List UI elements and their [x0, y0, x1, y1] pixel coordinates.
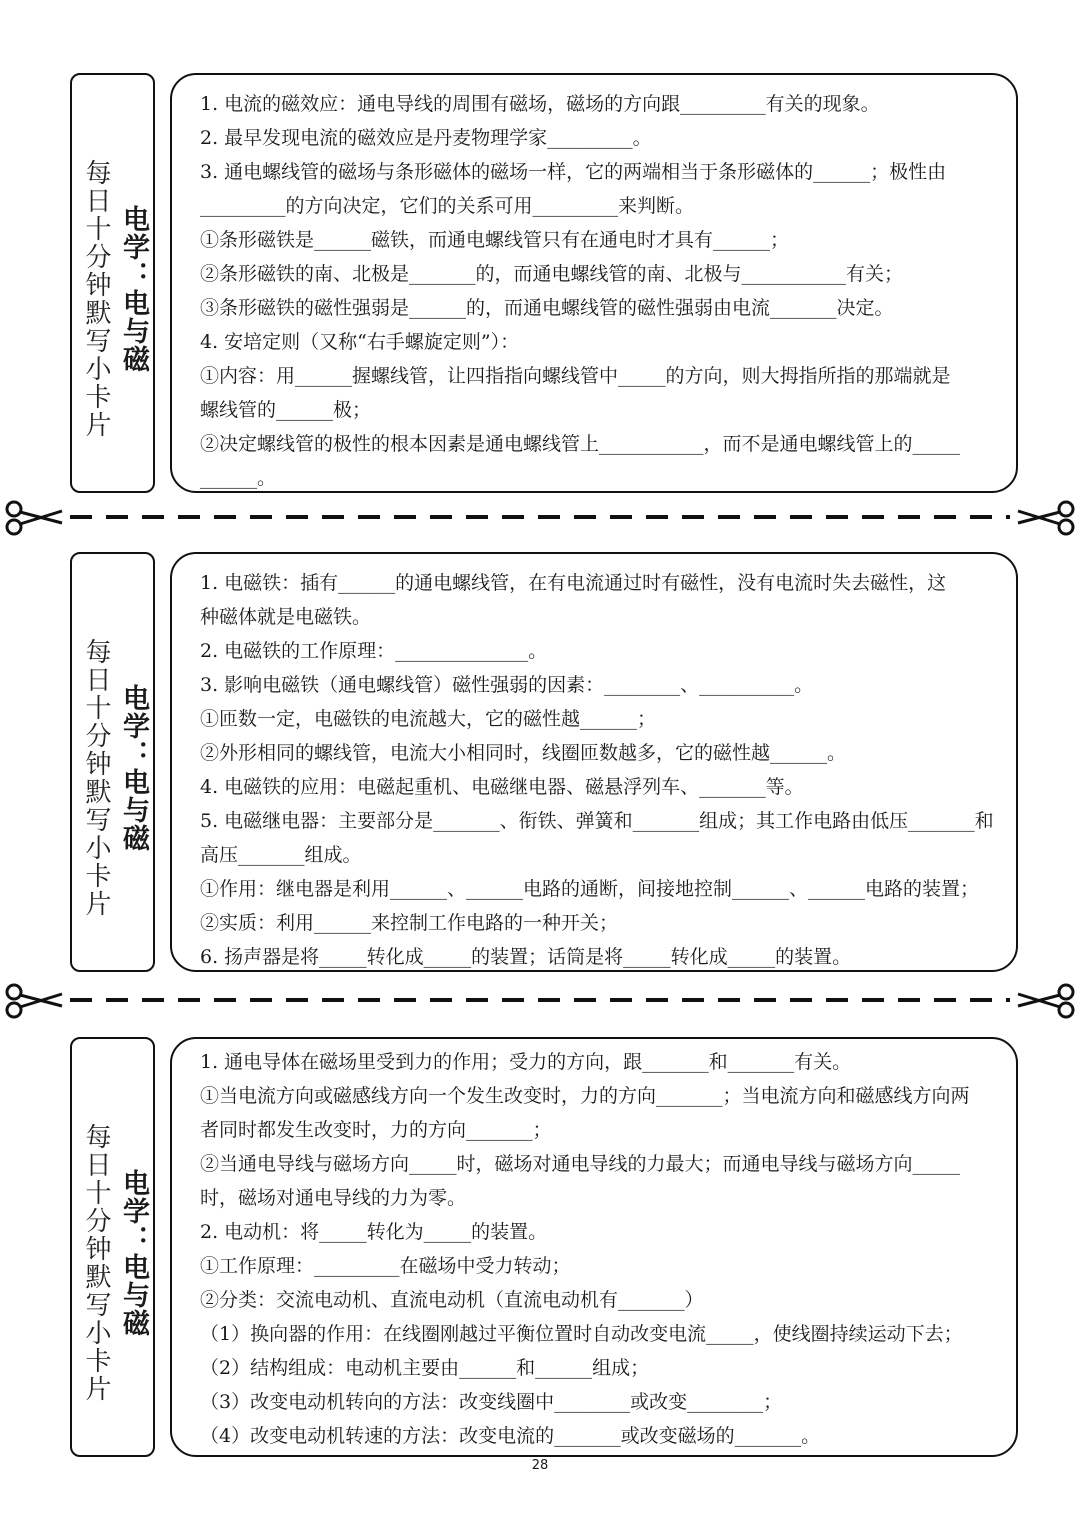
- card-3-line: 者同时都发生改变时，力的方向_______；: [200, 1119, 552, 1141]
- cut-line-2: [0, 980, 1080, 1020]
- card-1-line: 螺线管的______极；: [200, 399, 372, 421]
- scissors-icon: [7, 502, 62, 534]
- card-2-line: ①匝数一定，电磁铁的电流越大，它的磁性越______；: [200, 708, 657, 730]
- card-1-line: 3. 通电螺线管的磁场与条形磁体的磁场一样，它的两端相当于条形磁体的______；极性由: [200, 161, 947, 183]
- card-1-line: ______。: [200, 467, 277, 489]
- card-3-topic-title: 电学：电与磁: [118, 1169, 149, 1337]
- card-2-label: [70, 552, 155, 972]
- card-2-line: ②外形相同的螺线管，电流大小相同时，线圈匝数越多，它的磁性越______。: [200, 742, 847, 764]
- card-1-line: 2. 最早发现电流的磁效应是丹麦物理学家_________。: [200, 127, 652, 149]
- card-3-line: （4）改变电动机转速的方法：改变电流的_______或改变磁场的_______。: [200, 1425, 821, 1447]
- card-3-content: [170, 1037, 1018, 1457]
- card-2-topic-title: 电学：电与磁: [118, 684, 149, 852]
- card-2-line: ①作用：继电器是利用______、______电路的通断，间接地控制______、______电路的装置；: [200, 878, 980, 900]
- cut-line-1: [0, 497, 1080, 537]
- card-1-series-title: 每日十分钟默写小卡片: [81, 159, 111, 439]
- scissors-icon: [1018, 502, 1073, 534]
- card-2-content: [170, 552, 1018, 972]
- card-3-line: （3）改变电动机转向的方法：改变线圈中________或改变________；: [200, 1391, 783, 1413]
- card-1-label: [70, 73, 155, 493]
- card-1-content: [170, 73, 1018, 493]
- card-1-line: _________的方向决定，它们的关系可用_________来判断。: [200, 195, 695, 217]
- page-number: 28: [531, 1458, 549, 1473]
- card-2-line: 6. 扬声器是将_____转化成_____的装置；话筒是将_____转化成_____的装置。: [200, 946, 852, 968]
- card-1-line: ②决定螺线管的极性的根本因素是通电螺线管上___________，而不是通电螺线管上的_____: [200, 433, 961, 455]
- card-1-line: ②条形磁铁的南、北极是_______的，而通电螺线管的南、北极与___________有关；: [200, 263, 904, 285]
- card-2-series-title: 每日十分钟默写小卡片: [81, 638, 111, 918]
- scissors-icon: [1018, 985, 1073, 1017]
- card-1-line: ①内容：用______握螺线管，让四指指向螺线管中_____的方向，则大拇指所指的那端就是: [200, 365, 951, 387]
- card-1-line: ③条形磁铁的磁性强弱是______的，而通电螺线管的磁性强弱由电流_______决定。: [200, 297, 894, 319]
- card-2-line: 高压_______组成。: [200, 844, 362, 866]
- card-2-line: 5. 电磁继电器：主要部分是_______、衔铁、弹簧和_______组成；其工作电路由低压_______和: [200, 810, 994, 832]
- card-2-line: 1. 电磁铁：插有______的通电螺线管，在有电流通过时有磁性，没有电流时失去磁性，这: [200, 572, 947, 594]
- card-3-line: （1）换向器的作用：在线圈刚越过平衡位置时自动改变电流_____，使线圈持续运动下去；: [200, 1323, 963, 1345]
- card-3-label: [70, 1037, 155, 1457]
- card-1-line: ①条形磁铁是______磁铁，而通电螺线管只有在通电时才具有______；: [200, 229, 790, 251]
- card-1-line: 4. 安培定则（又称“右手螺旋定则”）：: [200, 331, 520, 353]
- card-2-line: 4. 电磁铁的应用：电磁起重机、电磁继电器、磁悬浮列车、_______等。: [200, 776, 804, 798]
- card-3-line: 2. 电动机：将_____转化为_____的装置。: [200, 1221, 548, 1243]
- card-2-line: 种磁体就是电磁铁。: [200, 606, 372, 628]
- card-3-line: 1. 通电导体在磁场里受到力的作用；受力的方向，跟_______和_______有关。: [200, 1051, 852, 1073]
- card-3-line: ②分类：交流电动机、直流电动机（直流电动机有_______）: [200, 1289, 704, 1311]
- card-3-line: ②当通电导线与磁场方向_____时，磁场对通电导线的力最大；而通电导线与磁场方向_____: [200, 1153, 961, 1175]
- card-3-line: （2）结构组成：电动机主要由______和______组成；: [200, 1357, 650, 1379]
- card-1-line: 1. 电流的磁效应：通电导线的周围有磁场，磁场的方向跟_________有关的现象。: [200, 93, 880, 115]
- card-3-line: ①工作原理：_________在磁场中受力转动；: [200, 1255, 571, 1277]
- card-2-line: 2. 电磁铁的工作原理：______________。: [200, 640, 548, 662]
- card-3-line: 时，磁场对通电导线的力为零。: [200, 1187, 467, 1209]
- card-1-topic-title: 电学：电与磁: [118, 205, 149, 373]
- card-3-line: ①当电流方向或磁感线方向一个发生改变时，力的方向_______；当电流方向和磁感线方向两: [200, 1085, 970, 1107]
- scissors-icon: [7, 985, 62, 1017]
- card-2-line: ②实质：利用______来控制工作电路的一种开关；: [200, 912, 619, 934]
- card-3-series-title: 每日十分钟默写小卡片: [81, 1123, 111, 1403]
- card-2-line: 3. 影响电磁铁（通电螺线管）磁性强弱的因素：________、__________。: [200, 674, 814, 696]
